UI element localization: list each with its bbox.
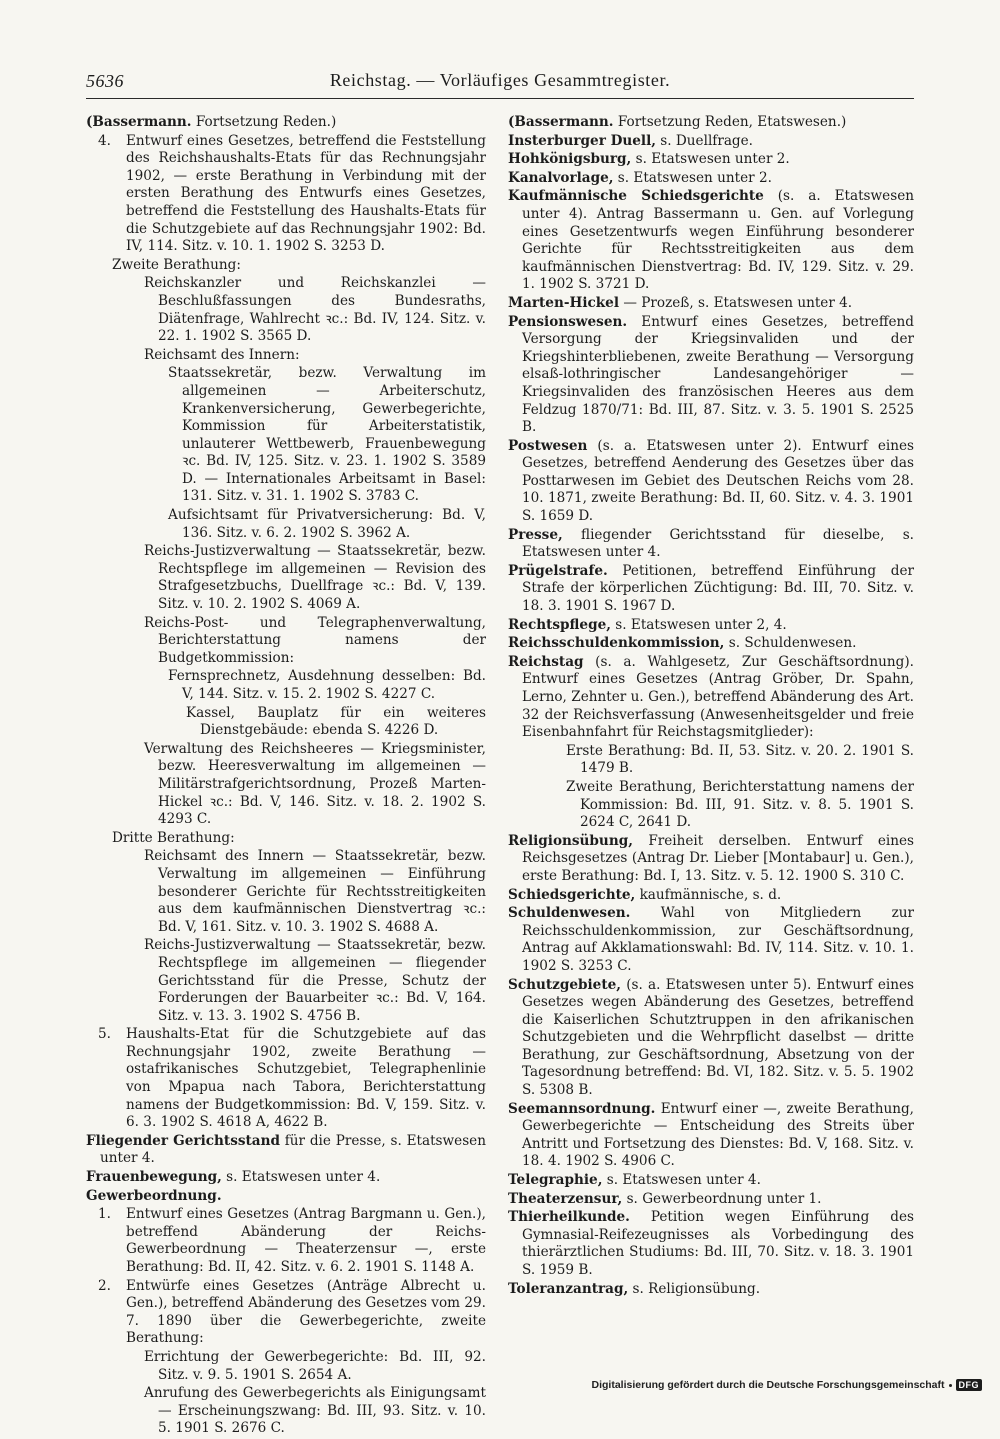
entry-text: s. Gewerbeordnung unter 1. (622, 1190, 822, 1207)
entry-headword: Prügelstrafe. (508, 562, 608, 579)
entry-text: Fortsetzung Reden, Etatswesen.) (613, 114, 847, 130)
dfg-logo: DFG (956, 1379, 983, 1391)
entry-text: (s. a. Wahlgesetz, Zur Geschäftsordnung). Entwurf eines Gesetzes (Antrag Gröber, Dr. Spahn, Lerno, Zehnter u. Gen.), betreffend Abänderung des Art. 32 der Reichsverfassung (Anwesenheitsgelder und freie Eisenbahnfahrt für Reichstagsmitglieder): (522, 653, 914, 741)
entry-text: Aufsichtsamt für Privatversicherung: Bd. V, 136. Sitz. v. 6. 2. 1902 S. 3962 A. (168, 507, 486, 541)
entry-text: s. Etatswesen unter 4. (221, 1169, 381, 1186)
digitization-footer (592, 1379, 982, 1391)
entry-text: Errichtung der Gewerbegerichte: Bd. III, 92. Sitz. v. 9. 5. 1901 S. 2654 A. (144, 1348, 486, 1383)
register-entry (508, 743, 914, 778)
register-entry (86, 275, 486, 345)
left-column (86, 114, 486, 1439)
entry-headword: Theaterzensur, (508, 1190, 623, 1207)
register-entry (508, 905, 914, 975)
register-entry (86, 1133, 486, 1168)
register-entry (508, 295, 914, 313)
register-entry (508, 1191, 914, 1209)
right-column (508, 114, 914, 1299)
entry-headword: Seemannsordnung. (508, 1100, 656, 1117)
entry-number: 2. (98, 1277, 111, 1294)
entry-text: Reichs-Justizverwaltung — Staatssekretär, bezw. Rechtspflege im allgemeinen — Revision des Strafgesetzbuchs, Duellfrage ꝛc.: Bd. V, 139. Sitz. v. 10. 2. 1902 S. 4069 A. (144, 543, 486, 613)
footer-text: Digitalisierung gefördert durch die Deutsche Forschungsgemeinschaft (591, 1379, 945, 1391)
register-entry (508, 133, 914, 151)
entry-text: Reichsamt des Innern: (144, 346, 300, 363)
entry-text: Kassel, Bauplatz für ein weiteres Dienstgebäude: ebenda S. 4226 D. (186, 704, 486, 739)
entry-headword: Rechtspflege, (508, 616, 611, 633)
register-entry (86, 543, 486, 613)
register-entry (508, 170, 914, 188)
entry-headword: (Bassermann. (86, 114, 192, 130)
entry-headword: Presse, (508, 526, 563, 543)
entry-text: Entwurf eines Gesetzes, betreffend die Feststellung des Reichshaushalts-Etats für das Rechnungsjahr 1902, — erste Berathung in Verbindung mit der ersten Berathung des Entwurfs eines Gesetzes, betreffend die Feststellung des Haushalts-Etats für die Schutzgebiete auf das Rechnungsjahr 1902: Bd. IV, 114. Sitz. v. 10. 1. 1902 S. 3253 D. (126, 132, 486, 255)
entry-text: Freiheit derselben. Entwurf eines Reichsgesetzes (Antrag Dr. Lieber [Montabaur] u. Gen.), erste Berathung: Bd. I, 13. Sitz. v. 5. 12. 1900 S. 310 C. (522, 832, 914, 884)
entry-text: s. Religionsübung. (628, 1280, 761, 1297)
register-entry (86, 705, 486, 740)
register-entry (86, 668, 486, 703)
entry-text: Reichsamt des Innern — Staatssekretär, bezw. Verwaltung im allgemeinen — Einführung besonderer Gerichte für Rechtsstreitigkeiten aus dem kaufmännischen Dienstvertrag ꝛc.: Bd. V, 161. Sitz. v. 10. 3. 1902 S. 4688 A. (144, 848, 486, 935)
entry-text: Reichs-Post- und Telegraphenverwaltung, Berichterstattung namens der Budgetkommission: (144, 614, 486, 666)
entry-text: s. Schuldenwesen. (724, 635, 857, 652)
register-entry (86, 741, 486, 829)
entry-text: s. Duellfrage. (655, 132, 754, 149)
register-entry (86, 1349, 486, 1384)
register-entry (508, 151, 914, 169)
entry-text: (s. a. Etatswesen unter 5). Entwurf eines Gesetzes wegen Abänderung des Gesetzes, betreffend die Kaiserlichen Schutztruppen in den afrikanischen Schutzgebieten und die Wehrpflicht daselbst — dritte Berathung, zur Geschäftsordnung, Absetzung von der Tagesordnung betreffend: Bd. VI, 182. Sitz. v. 5. 5. 1902 S. 5308 B. (522, 976, 914, 1099)
register-entry (86, 615, 486, 668)
entry-headword: (Bassermann. (508, 114, 614, 130)
register-entry (86, 347, 486, 365)
entry-number: 5. (98, 1026, 111, 1043)
register-entry (86, 1385, 486, 1438)
entry-headword: Gewerbeordnung. (86, 1187, 222, 1204)
register-entry (86, 257, 486, 275)
register-entry (86, 848, 486, 936)
register-entry (86, 1206, 486, 1276)
register-entry (508, 1172, 914, 1190)
entry-text: (s. a. Etatswesen unter 2). Entwurf eines Gesetzes, betreffend Aenderung des Gesetzes über das Posttarwesen im Gebiet des Deutschen Reichs vom 28. 10. 1871, zweite Berathung: Bd. II, 60. Sitz. v. 4. 3. 1901 S. 1659 D. (522, 437, 914, 525)
entry-text: Fernsprechnetz, Ausdehnung desselben: Bd. V, 144. Sitz. v. 15. 2. 1902 S. 4227 C. (168, 668, 486, 702)
entry-headword: Fliegender Gerichtsstand (86, 1132, 280, 1149)
entry-text: Verwaltung des Reichsheeres — Kriegsminister, bezw. Heeresverwaltung im allgemeinen — Militärstrafgerichtsordnung, Prozeß Marten-Hickel ꝛc.: Bd. V, 146. Sitz. v. 18. 2. 1902 S. 4293 C. (144, 740, 486, 828)
entry-headword: Kaufmännische Schiedsgerichte (508, 188, 764, 205)
entry-headword: Schutzgebiete, (508, 976, 621, 993)
entry-number: 1. (98, 1206, 111, 1223)
entry-text: Reichs-Justizverwaltung — Staatssekretär, bezw. Rechtspflege im allgemeinen — fliegender Gerichtsstand für die Presse, Schutz der Forderungen der Bauarbeiter ꝛc.: Bd. V, 164. Sitz. v. 13. 3. 1902 S. 4756 B. (144, 937, 486, 1024)
running-header: Reichstag. — Vorläufiges Gesammtregister. (329, 70, 671, 90)
separator-dot (949, 1384, 952, 1387)
entry-text: Reichskanzler und Reichskanzlei — Beschlußfassungen des Bundesraths, Diätenfrage, Wahlrecht ꝛc.: Bd. IV, 124. Sitz. v. 22. 1. 1902 S. 3565 D. (144, 275, 486, 345)
register-entry (508, 887, 914, 905)
header-rule (86, 98, 914, 99)
entry-headword: Religionsübung, (508, 832, 633, 849)
entry-text: Entwurf eines Gesetzes, betreffend Versorgung der Kriegsinvaliden und der Kriegshinterbliebenen, zweite Berathung — Versorgung elsaß-lothringischer Landesangehöriger — Kriegsinvaliden des französischen Heeres aus dem Feldzug 1870/71: Bd. III, 87. Sitz. v. 3. 5. 1901 S. 2525 B. (522, 313, 914, 436)
register-entry (508, 1281, 914, 1299)
register-entry (508, 527, 914, 562)
entry-text: fliegender Gerichtsstand für dieselbe, s. Etatswesen unter 4. (522, 526, 914, 561)
entry-headword: Frauenbewegung, (86, 1169, 222, 1186)
entry-headword: Reichstag (508, 653, 584, 670)
entry-text: s. Etatswesen unter 2. (631, 151, 790, 168)
entry-headword: Insterburger Duell, (508, 132, 656, 149)
entry-text: Erste Berathung: Bd. II, 53. Sitz. v. 20. 2. 1901 S. 1479 B. (566, 742, 914, 777)
entry-text: Anrufung des Gewerbegerichts als Einigungsamt — Erscheinungszwang: Bd. III, 93. Sitz. v. 10. 5. 1901 S. 2676 C. (144, 1385, 486, 1437)
entry-text: Staatssekretär, bezw. Verwaltung im allgemeinen — Arbeiterschutz, Krankenversicherung, Gewerbegerichte, Kommission für Arbeiterstatistik, unlauterer Wettbewerb, Frauenbewegung ꝛc. Bd. IV, 125. Sitz. v. 23. 1. 1902 S. 3589 D. — Internationales Arbeitsamt in Basel: 131. Sitz. v. 31. 1. 1902 S. 3783 C. (168, 365, 486, 505)
register-entry (508, 563, 914, 616)
register-entry (86, 1278, 486, 1348)
entry-text: s. Etatswesen unter 2. (613, 169, 772, 186)
register-entry (86, 133, 486, 256)
register-entry (86, 1026, 486, 1132)
register-entry (508, 438, 914, 526)
entry-text: — Prozeß, s. Etatswesen unter 4. (619, 294, 853, 311)
register-entry (508, 977, 914, 1100)
entry-text: Zweite Berathung, Berichterstattung namens der Kommission: Bd. III, 91. Sitz. v. 8. 5. 1901 S. 2624 C, 2641 D. (566, 778, 914, 831)
entry-headword: Toleranzantrag, (508, 1280, 629, 1297)
entry-text: Entwurf eines Gesetzes (Antrag Bargmann u. Gen.), betreffend Abänderung der Reichs-Gewerbeordnung — Theaterzensur —, erste Berathung: Bd. II, 42. Sitz. v. 6. 2. 1901 S. 1148 A. (126, 1206, 486, 1275)
entry-text: kaufmännische, s. d. (635, 886, 782, 903)
register-entry (508, 635, 914, 653)
register-entry (508, 654, 914, 742)
entry-text: für die Presse, s. Etatswesen unter 4. (100, 1132, 486, 1167)
register-entry (508, 314, 914, 437)
entry-text: s. Etatswesen unter 4. (602, 1172, 761, 1189)
register-entry (86, 365, 486, 506)
entry-headword: Kanalvorlage, (508, 169, 614, 186)
entry-headword: Schuldenwesen. (508, 905, 631, 922)
register-entry (508, 114, 914, 132)
register-entry (508, 188, 914, 294)
entry-text: (s. a. Etatswesen unter 4). Antrag Bassermann u. Gen. auf Vorlegung eines Gesetzentwurfs wegen Einführung besonderer Gerichte für Rechtsstreitigkeiten aus dem kaufmännischen Dienstvertrag: Bd. IV, 129. Sitz. v. 29. 1. 1902 S. 3721 D. (522, 188, 914, 293)
entry-text: s. Etatswesen unter 2, 4. (610, 616, 787, 633)
entry-text: Entwürfe eines Gesetzes (Anträge Albrecht u. Gen.), betreffend Abänderung des Gesetzes vom 29. 7. 1890 über die Gewerbegerichte, zweite Berathung: (126, 1277, 486, 1347)
entry-number: 4. (98, 132, 111, 149)
register-entry (508, 833, 914, 886)
entry-headword: Marten-Hickel (508, 294, 619, 311)
entry-headword: Pensionswesen. (508, 313, 628, 330)
entry-headword: Postwesen (508, 437, 588, 454)
register-entry (86, 830, 486, 848)
entry-text: Petition wegen Einführung des Gymnasial-Reifezeugnisses als Vorbedingung des thierärztlichen Studiums: Bd. III, 70. Sitz. v. 18. 3. 1901 S. 1959 B. (522, 1209, 914, 1278)
entry-text: Entwurf einer —, zweite Berathung, Gewerbegerichte — Entscheidung des Streits über Antritt und Fortsetzung des Dienstes: Bd. V, 168. Sitz. v. 18. 4. 1902 S. 4906 C. (522, 1100, 914, 1170)
entry-text: Petitionen, betreffend Einführung der Strafe der körperlichen Züchtigung: Bd. III, 70. Sitz. v. 18. 3. 1901 S. 1967 D. (522, 562, 914, 615)
entry-headword: Hohkönigsburg, (508, 151, 632, 168)
entry-headword: Reichsschuldenkommission, (508, 635, 725, 652)
register-entry (508, 779, 914, 832)
entry-headword: Telegraphie, (508, 1172, 603, 1189)
entry-text: Haushalts-Etat für die Schutzgebiete auf das Rechnungsjahr 1902, zweite Berathung — ostafrikanisches Schutzgebiet, Telegraphenlinie von Mpapua nach Tabora, Berichterstattung namens der Budgetkommission: Bd. V, 159. Sitz. v. 6. 3. 1902 S. 4618 A, 4622 B. (126, 1026, 486, 1131)
register-entry (508, 1101, 914, 1171)
register-entry (86, 114, 486, 132)
register-entry (86, 937, 486, 1025)
register-entry (86, 507, 486, 542)
register-entry (508, 617, 914, 635)
entry-headword: Thierheilkunde. (508, 1209, 630, 1226)
entry-text: Dritte Berathung: (112, 829, 235, 846)
entry-text: Wahl von Mitgliedern zur Reichsschuldenkommission, zur Geschäftsordnung, Antrag auf Akklamationswahl: Bd. IV, 114. Sitz. v. 10. 1. 1902 S. 3253 C. (522, 905, 914, 974)
entry-text: Fortsetzung Reden.) (191, 114, 337, 130)
register-entry (508, 1209, 914, 1279)
entry-headword: Schiedsgerichte, (508, 886, 636, 903)
page-number: 5636 (86, 71, 124, 91)
entry-text: Zweite Berathung: (112, 256, 241, 273)
register-entry (86, 1188, 486, 1206)
register-entry (86, 1169, 486, 1187)
